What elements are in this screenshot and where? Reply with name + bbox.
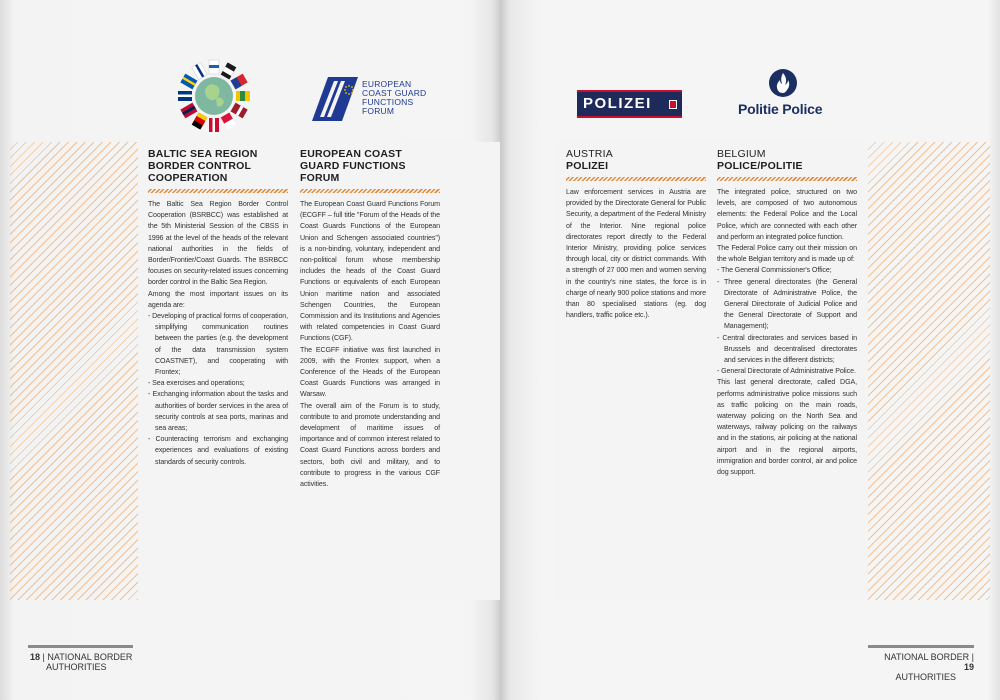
belgian-police-logo-text: Politie Police (738, 101, 823, 117)
footer-title: NATIONAL BORDER (47, 652, 133, 662)
hatch-band-left (10, 142, 138, 600)
bullet-item: - Three general directorates (the General Directorate of Administrative Police, the General Directorate of Judicial Police and the General Directorate of Support and Management); (717, 277, 857, 331)
footer-bar (868, 645, 974, 648)
austrian-eagle-icon (669, 100, 677, 109)
column-bsrbcc (148, 148, 288, 468)
country-name: BELGIUM (717, 148, 766, 160)
bullet-item: - General Directorate of Administrative Police. (717, 367, 856, 376)
ecgff-logo-text (362, 80, 426, 116)
footer-title: NATIONAL BORDER (884, 652, 970, 662)
ecgff-logo-line: COAST GUARD (362, 88, 427, 98)
ecgff-logo-mark (312, 77, 358, 121)
footer-separator: | (971, 652, 974, 662)
agency-name: POLICE/POLITIE (717, 160, 803, 172)
column-body (566, 187, 706, 321)
right-page (500, 0, 1000, 700)
column-belgium (717, 148, 857, 478)
belgian-police-flame-icon (768, 68, 798, 98)
orange-rule (148, 189, 288, 193)
ecgff-logo-line: FORUM (362, 106, 395, 116)
bullet-item: - Developing of practical forms of cooperation, simplifying communication routines between the parties (e.g. the development of the data transmission system COASTNET), and cooperating with Frontex; (148, 312, 289, 377)
paragraph: This last general directorate, called DGA, performs administrative police missions such as traffic policing on the main roads, waterway policing on the North Sea and waterways, railway policing on the railways and in the stations, air policing at the national airport and in the regional airports, immigration and border control, air and police dog support. (717, 378, 857, 477)
paragraph: Among the most important issues on its agenda are: (148, 289, 288, 309)
footer-title-line2: AUTHORITIES (895, 672, 956, 682)
column-ecgff (300, 148, 440, 490)
paragraph: Law enforcement services in Austria are provided by the Directorate General for Public Security, a department of the Federal Ministry of the Interior. Nine regional police directorates report directly to the Federal Interior Ministry, providing police services through local, city or district commands. With a strength of 27 000 men and women serving in the country's nine states, the force is in charge of nearly 900 police stations and more than 80 specialised stations (eg. dog handlers, traffic police etc.). (566, 188, 706, 320)
polizei-logo (577, 90, 682, 118)
column-title: EUROPEAN COAST GUARD FUNCTIONS FORUM (300, 148, 406, 184)
footer-bar (28, 645, 133, 648)
footer-right (882, 652, 974, 682)
polizei-logo-text: POLIZEI (583, 95, 652, 112)
column-austria (566, 148, 706, 321)
footer-separator: | (42, 652, 45, 662)
column-body (148, 199, 288, 468)
column-body (717, 187, 857, 478)
hatch-band-right (868, 142, 990, 600)
country-name: AUSTRIA (566, 148, 613, 160)
bullet-item: - Sea exercises and operations; (148, 379, 245, 388)
paragraph: The ECGFF initiative was first launched in 2009, with the Frontex support, when a Conference of the Heads of the European Coast Guards Functions was arranged in Warsaw. (300, 345, 440, 399)
footer-line (882, 652, 974, 672)
bullet-item: - Central directorates and services based in Brussels and decentralised directorates and services in the different districts; (717, 333, 857, 365)
paragraph: The Federal Police carry out their mission on the whole Belgian territory and is made up of: (717, 244, 857, 264)
column-body (300, 199, 440, 490)
bsrbcc-flags-logo (174, 58, 254, 134)
paragraph: The Baltic Sea Region Border Control Cooperation (BSRBCC) was established at the 5th Ministerial Session of the CBSS in 1996 at the level of the heads of the relevant national authorities in the fields of Border/Frontier/Coast Guards. The BSRBCC focuses on security-related issues concerning border control in the Baltic Sea Region. (148, 200, 288, 287)
bullet-list (148, 311, 288, 468)
paragraph: The integrated police, structured on two levels, are composed of two autonomous elements: the Federal Police and the Local Police, which are connected with each other and perform an integrated police function. (717, 188, 857, 241)
ecgff-logo-line: FUNCTIONS (362, 97, 414, 107)
orange-rule (717, 177, 857, 181)
ecgff-logo-line: EUROPEAN (362, 79, 412, 89)
paragraph: The overall aim of the Forum is to study, contribute to and promote understanding and development of maritime issues of importance and of common interest related to Coast Guard Functions across borders and sectors, both civil and military, and to contribute to progress in the various CGF activities. (300, 401, 440, 489)
footer-left (30, 652, 132, 672)
column-title: BALTIC SEA REGION BORDER CONTROL COOPERATION (148, 148, 258, 184)
footer-line (30, 652, 132, 662)
orange-rule (300, 189, 440, 193)
orange-rule (566, 177, 706, 181)
paragraph: The European Coast Guard Functions Forum (ECGFF – full title "Forum of the Heads of the Coast Guards Functions of the European Union and Schengen associated countries") is a non-binding, voluntary, independent and non-political forum whose membership includes the heads of the Coast Guard Functions or equivalents of each European Union maritime nation and associated Schengen Countries, the European Commission and its Institutions and Agencies with related competencies in Coast Guard Functions (CGF). (300, 200, 440, 343)
bullet-item: - The General Commissioner's Office; (717, 266, 832, 275)
page-number: 18 (30, 652, 41, 662)
column-title (566, 148, 706, 172)
column-title (717, 148, 857, 172)
page-number: 19 (963, 662, 974, 672)
bullet-list (717, 265, 857, 377)
bullet-item: - Exchanging information about the tasks and authorities of border services in the area of security controls at sea ports, marinas and sea areas; (148, 390, 288, 433)
bullet-item: - Counteracting terrorism and exchanging experiences and evaluations of existing standards of security controls. (148, 435, 288, 466)
footer-title-line2: AUTHORITIES (46, 662, 107, 672)
agency-name: POLIZEI (566, 160, 609, 172)
